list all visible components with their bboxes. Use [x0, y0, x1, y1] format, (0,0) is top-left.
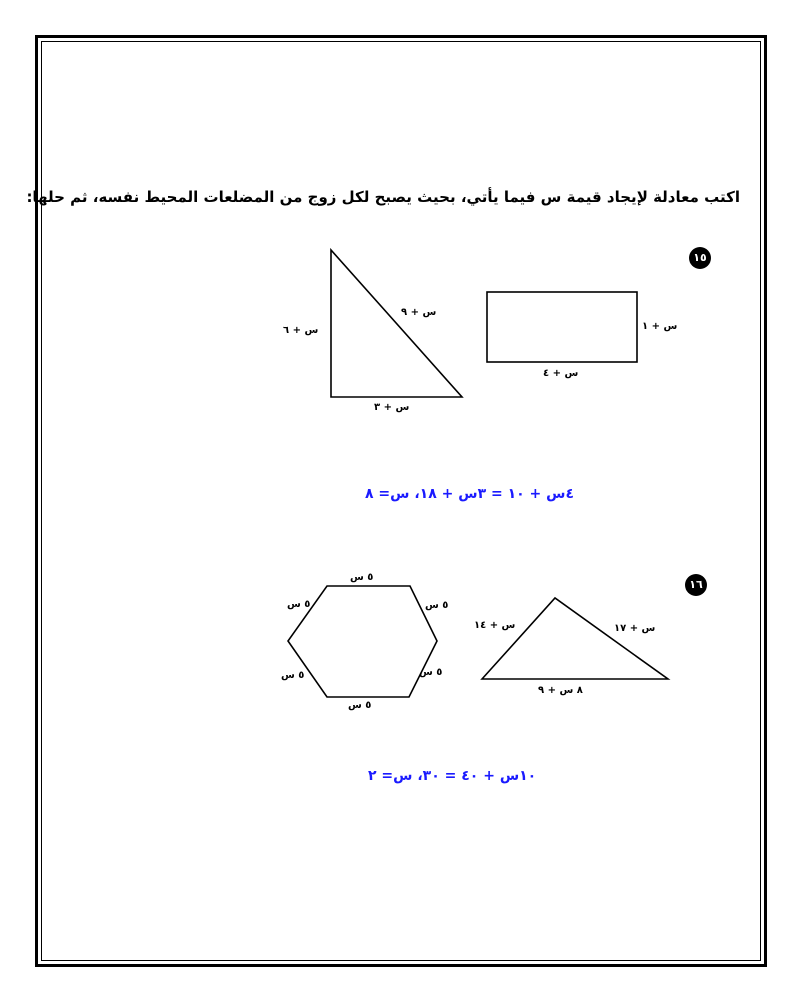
hexagon-side-label-bottom-left: ٥ س: [281, 670, 305, 681]
hexagon-side-label-bottom: ٥ س: [348, 700, 372, 711]
instruction-text: اكتب معادلة لإيجاد قيمة س فيما يأتي، بحيث يصبح لكل زوج من المضلعات المحيط نفسه، ثم حلها:: [26, 188, 740, 206]
rectangle-bottom-label: س + ٤: [543, 368, 579, 379]
hexagon-side-label-bottom-right: ٥ س: [419, 667, 443, 678]
right-triangle-shape: [331, 250, 462, 397]
problem-16-number: ١٦: [685, 574, 707, 596]
hexagon-side-label-top-right: ٥ س: [425, 600, 449, 611]
answer-16: ١٠س + ٤٠ = ٣٠، س= ٢: [368, 768, 537, 784]
hexagon-side-label-top-left: ٥ س: [287, 599, 311, 610]
problem-15-number: ١٥: [689, 247, 711, 269]
rectangle-shape: [487, 292, 637, 362]
triangle-bottom-label: ٨ س + ٩: [538, 685, 583, 696]
triangle-shape: [482, 598, 668, 679]
answer-15: ٤س + ١٠ = ٣س + ١٨، س= ٨: [365, 486, 575, 502]
triangle-bottom-label: س + ٣: [374, 402, 410, 413]
triangle-left-label: س + ١٤: [474, 620, 516, 631]
triangle-right-label: س + ١٧: [614, 623, 656, 634]
hexagon-side-label-top: ٥ س: [350, 572, 374, 583]
triangle-side-label: س + ٦: [283, 325, 319, 336]
rectangle-side-label: س + ١: [642, 321, 678, 332]
triangle-hypotenuse-label: س + ٩: [401, 307, 437, 318]
